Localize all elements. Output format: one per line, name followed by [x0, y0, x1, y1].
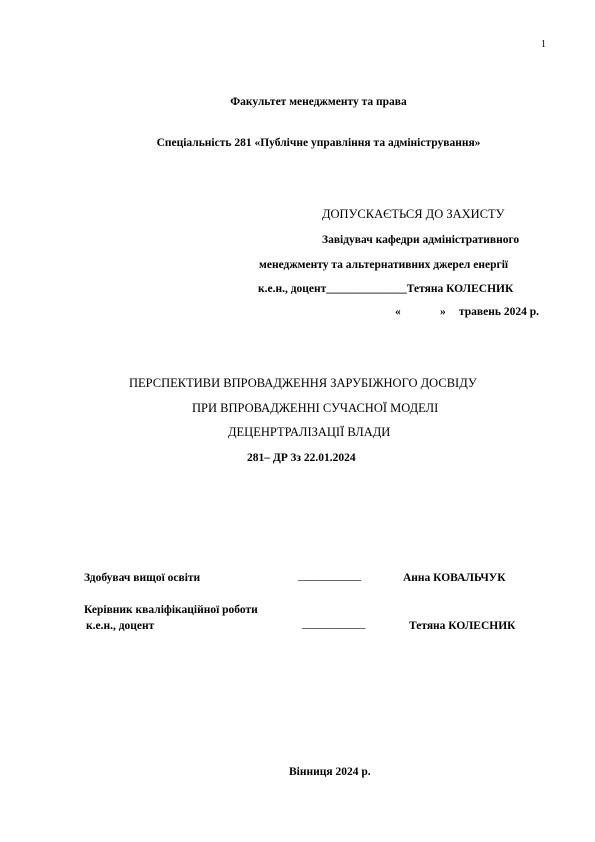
thesis-title-line2: ПРИ ВПРОВАДЖЕННІ СУЧАСНОЇ МОДЕЛІ — [192, 401, 439, 415]
department-head-line2: менеджменту та альтернативних джерел енергії — [259, 259, 509, 271]
date-quote-close: » — [440, 306, 446, 318]
page-number: 1 — [541, 39, 546, 50]
admitted-heading: ДОПУСКАЄТЬСЯ ДО ЗАХИСТУ — [322, 207, 505, 221]
city-year-footer: Вінниця 2024 р. — [289, 766, 371, 778]
supervisor-signature-line: ___________ — [302, 618, 366, 630]
student-name: Анна КОВАЛЬЧУК — [403, 572, 506, 584]
supervisor-label: Керівник кваліфікаційної роботи — [84, 604, 258, 616]
thesis-title-line3: ДЕЦЕНРТРАЛІЗАЦІЇ ВЛАДИ — [228, 425, 391, 439]
date-quote-open: « — [395, 306, 401, 318]
thesis-title-line1: ПЕРСПЕКТИВИ ВПРОВАДЖЕННЯ ЗАРУБІЖНОГО ДОСВІДУ — [129, 376, 477, 390]
department-head-signature: к.е.н., доцент______________Тетяна КОЛЕСНИК — [258, 283, 514, 295]
department-head-line1: Завідувач кафедри адміністративного — [322, 234, 520, 246]
approval-date: травень 2024 р. — [459, 306, 539, 318]
thesis-code: 281– ДР 3з 22.01.2024 — [247, 452, 356, 464]
student-label: Здобувач вищої освіти — [84, 572, 201, 584]
specialty-heading: Спеціальність 281 «Публічне управління та адміністрування» — [156, 137, 481, 149]
student-signature-line: ___________ — [298, 570, 362, 582]
supervisor-degree: к.е.н., доцент — [86, 620, 155, 632]
faculty-heading: Факультет менеджменту та права — [230, 96, 407, 108]
supervisor-name: Тетяна КОЛЕСНИК — [409, 620, 516, 632]
